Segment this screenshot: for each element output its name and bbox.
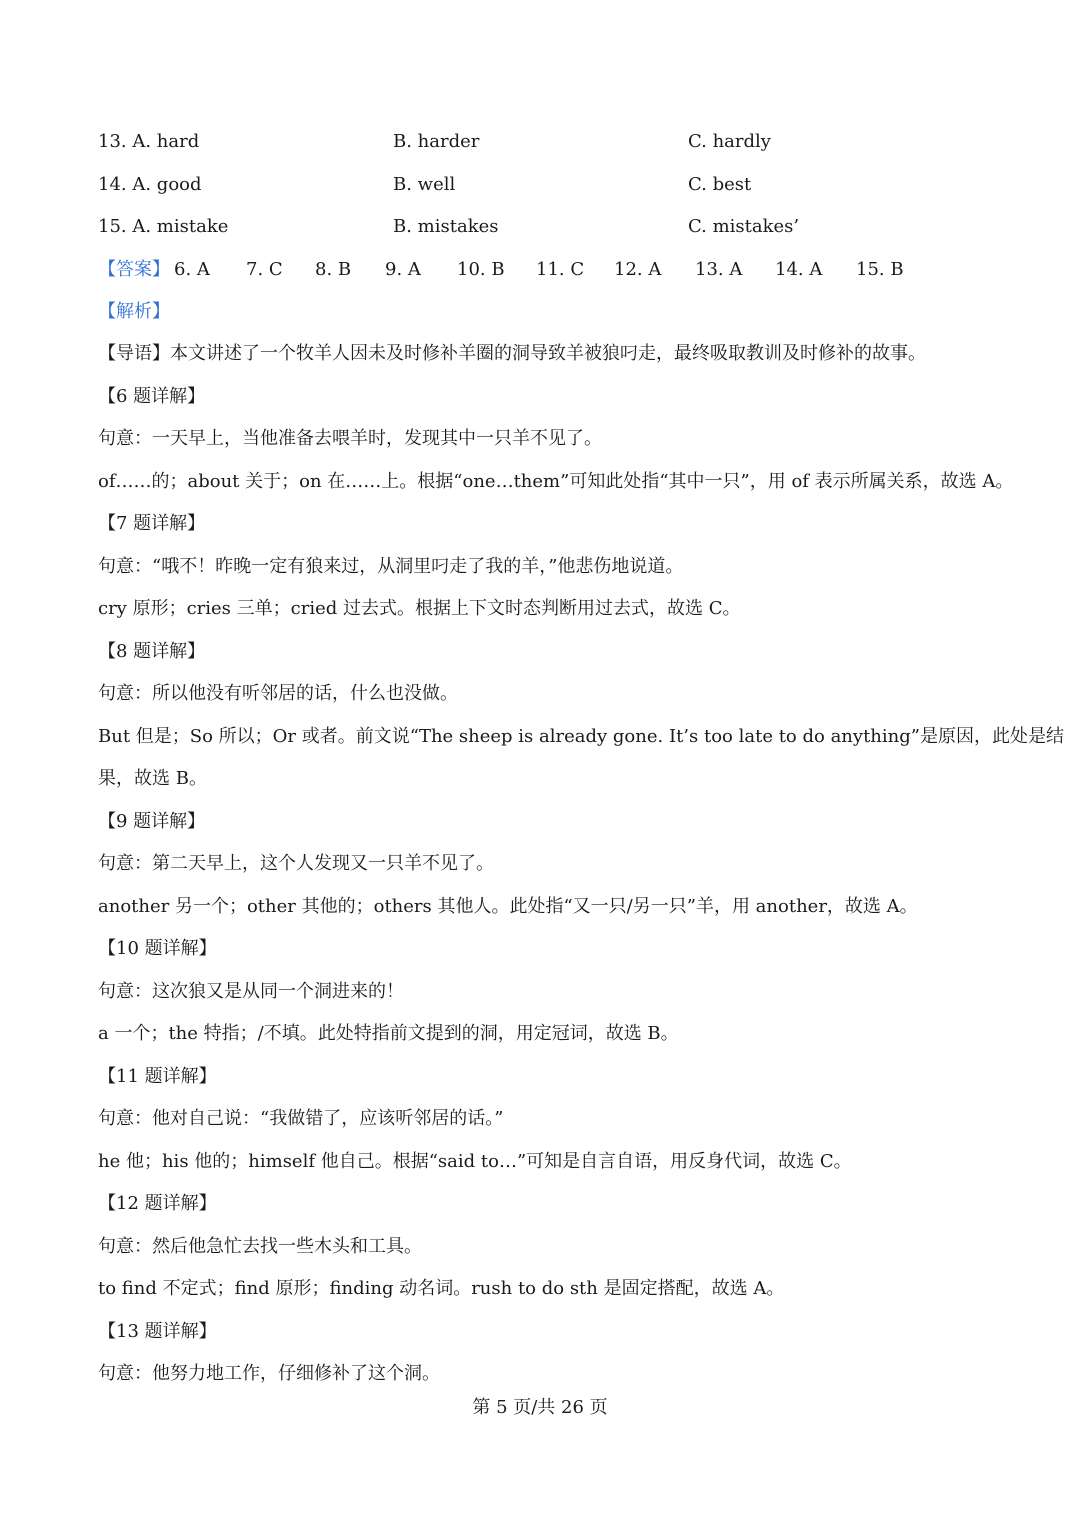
option-b: B. mistakes [393,216,499,237]
text-line: he 他；his 他的；himself 他自己。根据“said to…”可知是自言自语，用反身代词，故选 C。 [98,1151,852,1172]
section-heading: 【13 题详解】 [98,1321,217,1342]
answer-item: 14. A [775,259,823,280]
text-line: But 但是；So 所以；Or 或者。前文说“The sheep is already gone. It’s too late to do anything”是原因，此处是结 [98,726,1064,747]
text-line: 句意：所以他没有听邻居的话，什么也没做。 [98,683,458,704]
option-a: 13. A. hard [98,131,200,152]
option-a: 15. A. mistake [98,216,229,237]
answer-item: 15. B [856,259,904,280]
answer-item: 8. B [315,259,352,280]
text-line: a 一个；the 特指；/不填。此处特指前文提到的洞，用定冠词，故选 B。 [98,1023,679,1044]
text-line: of……的；about 关于；on 在……上。根据“one…them”可知此处指“其中一只”，用 of 表示所属关系，故选 A。 [98,471,1014,492]
section-heading: 【9 题详解】 [98,811,206,832]
answer-item: 10. B [457,259,505,280]
section-heading: 【12 题详解】 [98,1193,217,1214]
answer-item: 11. C [536,259,585,280]
option-b: B. well [393,174,456,195]
answer-item: 6. A [174,259,210,280]
text-line: 句意：这次狼又是从同一个洞进来的！ [98,981,404,1002]
text-line: 句意：第二天早上，这个人发现又一只羊不见了。 [98,853,494,874]
text-line: 句意：他努力地工作，仔细修补了这个洞。 [98,1363,440,1384]
section-heading: 【6 题详解】 [98,386,206,407]
section-heading: 【10 题详解】 [98,938,217,959]
text-line: 句意：他对自己说：“我做错了，应该听邻居的话。” [98,1108,504,1129]
section-heading: 【8 题详解】 [98,641,206,662]
text-line: to find 不定式；find 原形；finding 动名词。rush to do sth 是固定搭配，故选 A。 [98,1278,785,1299]
option-a: 14. A. good [98,174,202,195]
section-heading: 【7 题详解】 [98,513,206,534]
option-b: B. harder [393,131,480,152]
option-c: C. best [688,174,752,195]
text-line: cry 原形；cries 三单；cried 过去式。根据上下文时态判断用过去式，故选 C。 [98,598,741,619]
option-c: C. mistakes’ [688,216,800,237]
text-line: 句意：一天早上，当他准备去喂羊时，发现其中一只羊不见了。 [98,428,602,449]
text-line: 句意：“哦不！昨晚一定有狼来过，从洞里叼走了我的羊，”他悲伤地说道。 [98,556,684,577]
intro-line: 【导语】本文讲述了一个牧羊人因未及时修补羊圈的洞导致羊被狼叼走，最终吸取教训及时修补的故事。 [98,343,926,364]
option-c: C. hardly [688,131,771,152]
analysis-label: 【解析】 [98,301,170,322]
text-line: another 另一个；other 其他的；others 其他人。此处指“又一只/另一只”羊，用 another，故选 A。 [98,896,918,917]
answer-item: 13. A [695,259,743,280]
answer-label: 【答案】 [98,259,170,280]
page-footer: 第 5 页/共 26 页 [472,1397,608,1418]
text-line: 句意：然后他急忙去找一些木头和工具。 [98,1236,422,1257]
answer-item: 9. A [385,259,421,280]
section-heading: 【11 题详解】 [98,1066,217,1087]
text-line: 果，故选 B。 [98,768,207,789]
answer-item: 7. C [246,259,283,280]
answer-item: 12. A [614,259,662,280]
